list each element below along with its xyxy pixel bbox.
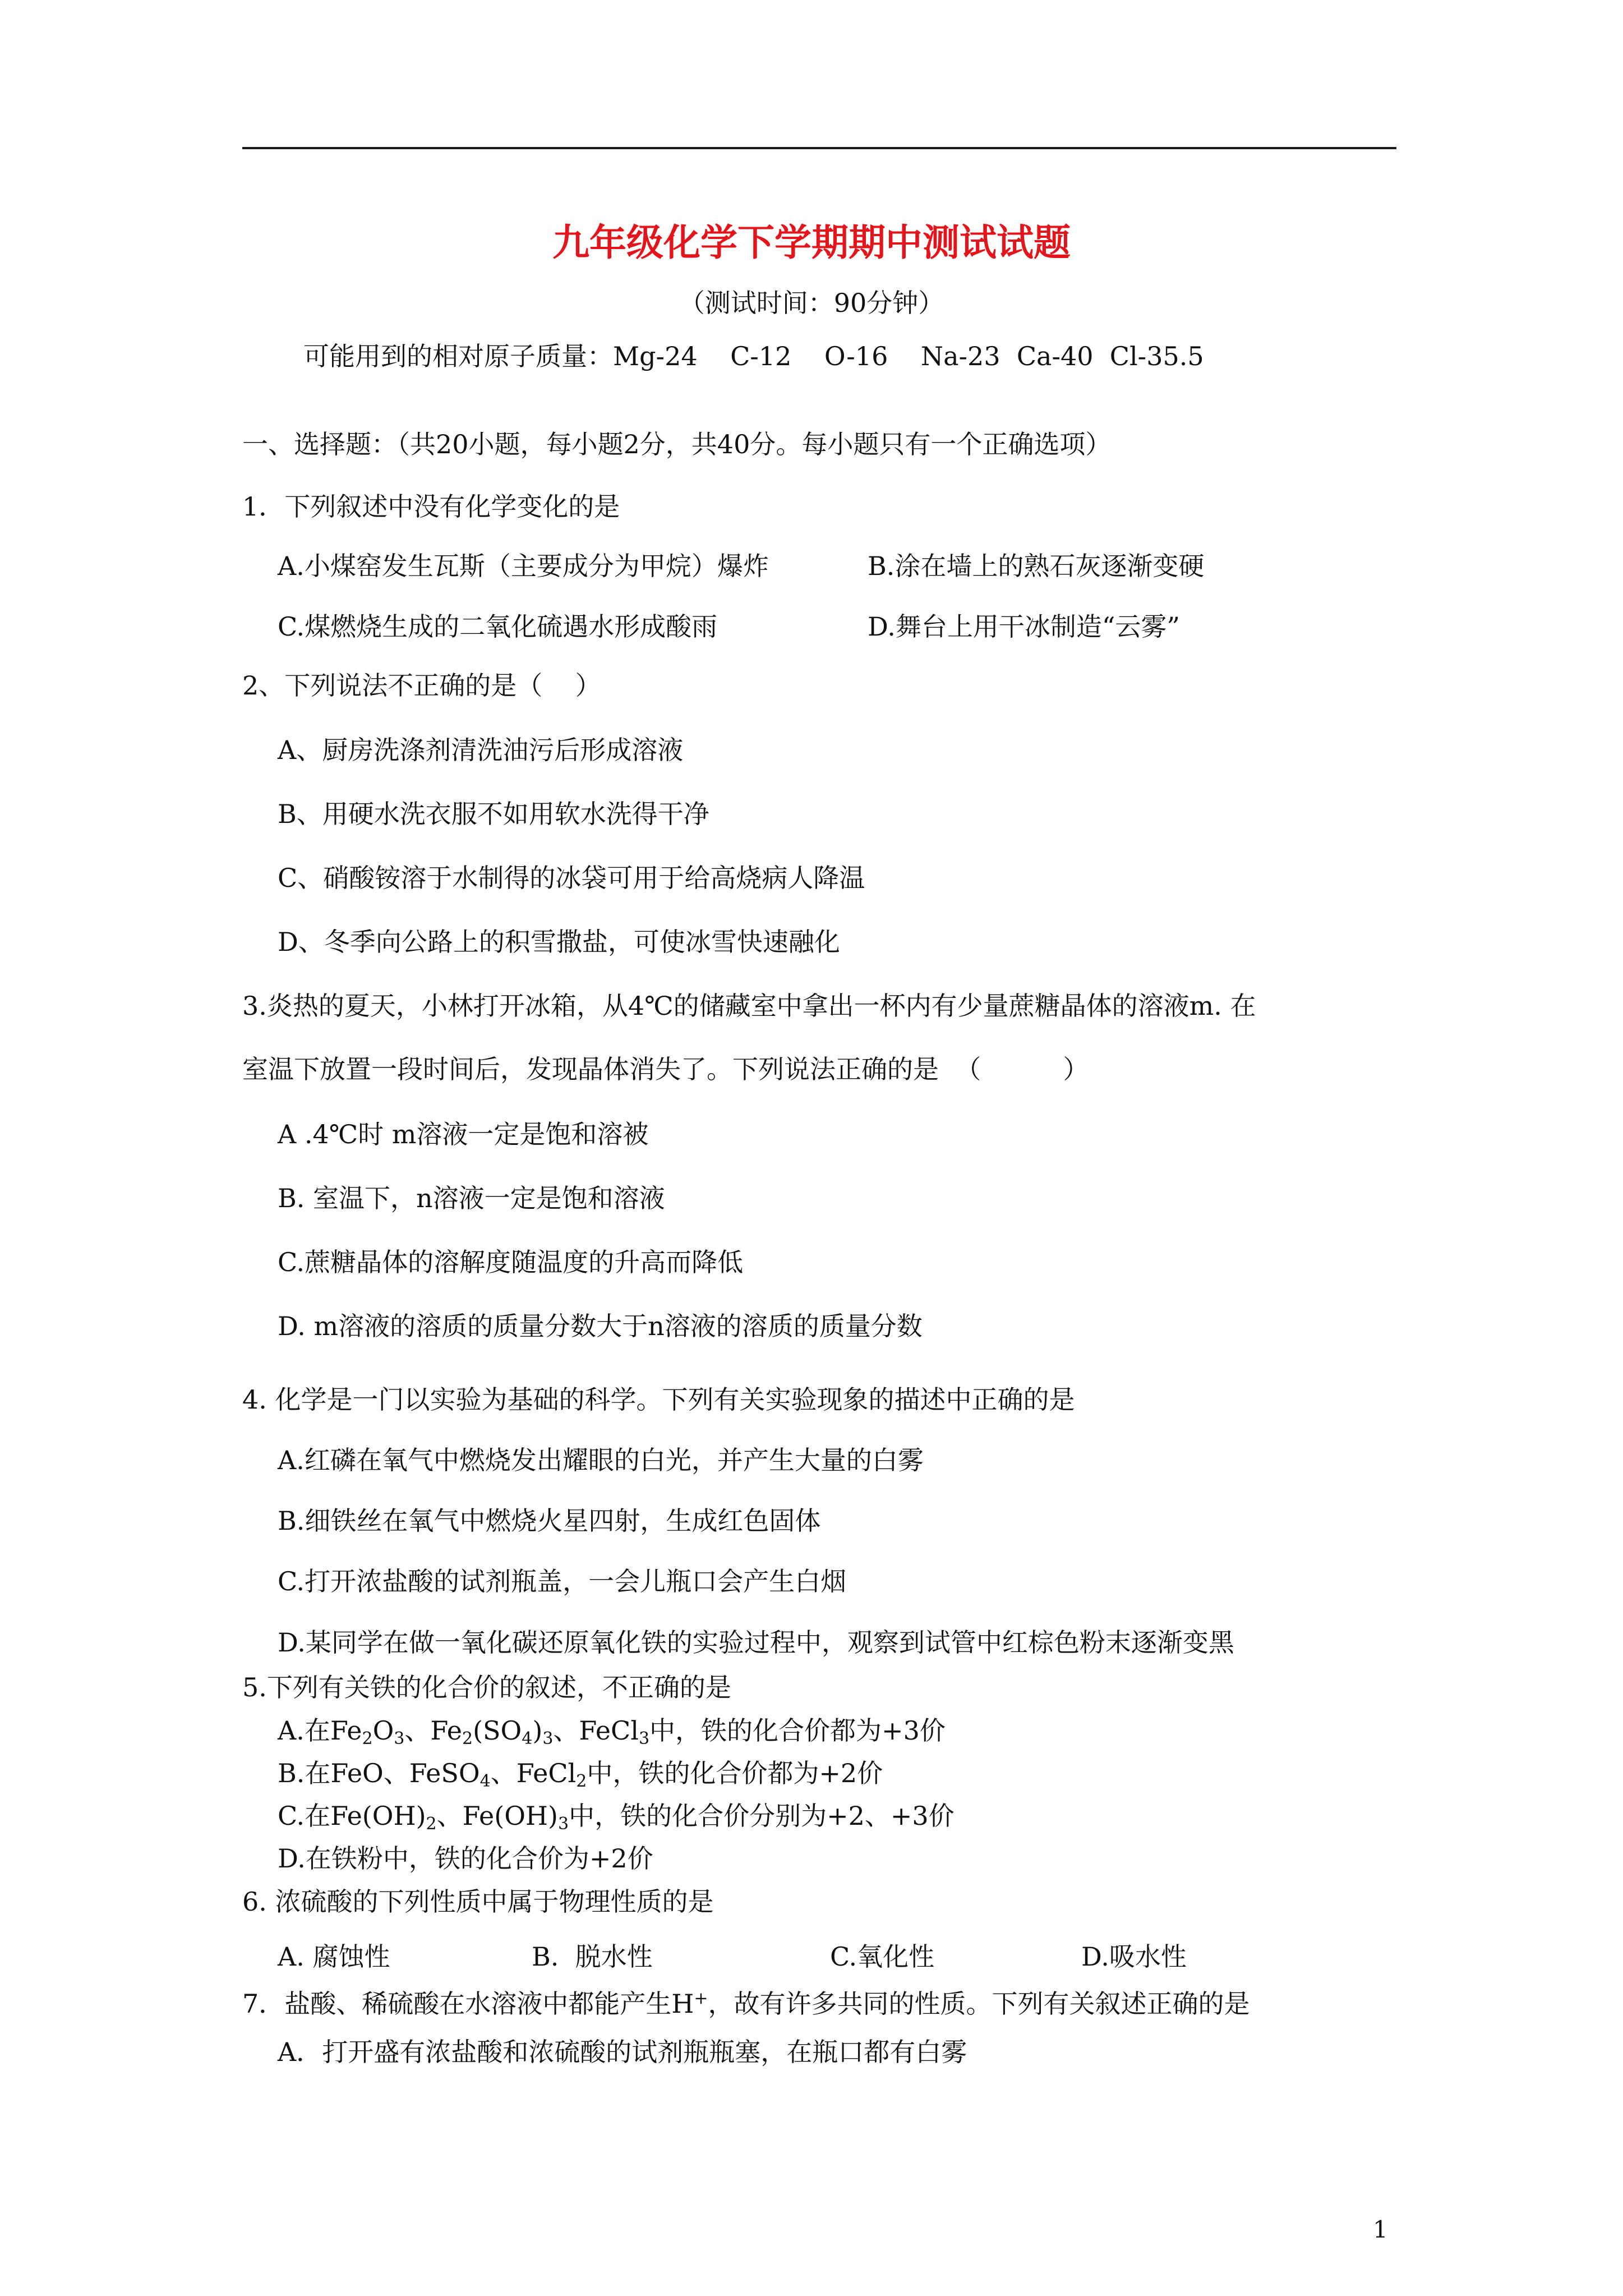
q3-option-c: C.蔗糖晶体的溶解度随温度的升高而降低 xyxy=(278,1247,744,1277)
q4-stem: 4. 化学是一门以实验为基础的科学。下列有关实验现象的描述中正确的是 xyxy=(242,1384,1075,1415)
q1-stem: 1．下列叙述中没有化学变化的是 xyxy=(242,491,620,522)
page-title: 九年级化学下学期期中测试试题 xyxy=(552,220,1071,264)
q5-stem: 5.下列有关铁的化合价的叙述，不正确的是 xyxy=(242,1672,731,1703)
q1-option-c: C.煤燃烧生成的二氧化硫遇水形成酸雨 xyxy=(278,611,718,642)
q3-option-a: A .4℃时 m溶液一定是饱和溶被 xyxy=(278,1119,649,1149)
q6-option-b: B. 脱水性 xyxy=(532,1941,653,1972)
q6-stem: 6. 浓硫酸的下列性质中属于物理性质的是 xyxy=(242,1887,714,1917)
q3-stem-line2: 室温下放置一段时间后，发现晶体消失了。下列说法正确的是 （ ） xyxy=(242,1054,1089,1084)
q4-option-d: D.某同学在做一氧化碳还原氧化铁的实验过程中，观察到试管中红棕色粉末逐渐变黑 xyxy=(278,1627,1234,1658)
q4-option-b: B.细铁丝在氧气中燃烧火星四射，生成红色固体 xyxy=(278,1506,821,1536)
section-heading: 一、选择题：（共20小题，每小题2分，共40分。每小题只有一个正确选项） xyxy=(242,429,1112,459)
q1-option-b: B.涂在墙上的熟石灰逐渐变硬 xyxy=(868,551,1205,581)
q3-option-b: B. 室温下，n溶液一定是饱和溶液 xyxy=(278,1183,665,1213)
q1-option-d: D.舞台上用干冰制造“云雾” xyxy=(868,611,1180,642)
q3-option-d: D. m溶液的溶质的质量分数大于n溶液的溶质的质量分数 xyxy=(278,1311,923,1341)
q2-option-c: C、硝酸铵溶于水制得的冰袋可用于给高烧病人降温 xyxy=(278,863,865,893)
q2-option-a: A、厨房洗涤剂清洗油污后形成溶液 xyxy=(278,735,684,765)
q5-option-c: C.在$Fe(OH)_2$、$Fe(OH)_3$中，铁的化合价分别为+2、+3价 xyxy=(278,1801,955,1834)
q4-option-a: A.红磷在氧气中燃烧发出耀眼的白光，并产生大量的白雾 xyxy=(278,1445,924,1475)
q3-stem-line1: 3.炎热的夏天，小林打开冰箱，从4℃的储藏室中拿出一杯内有少量蔗糖晶体的溶液m. 在 xyxy=(242,991,1256,1021)
q2-option-b: B、用硬水洗衣服不如用软水洗得干净 xyxy=(278,799,709,829)
q1-option-a: A.小煤窑发生瓦斯（主要成分为甲烷）爆炸 xyxy=(278,551,769,581)
q7-stem: 7．盐酸、稀硫酸在水溶液中都能产生H+，故有许多共同的性质。下列有关叙述正确的是 xyxy=(242,1989,1250,2019)
header-rule xyxy=(242,147,1396,149)
q2-stem: 2、下列说法不正确的是（ ） xyxy=(242,670,601,701)
atomic-masses: 可能用到的相对原子质量：Mg-24 C-12 O-16 Na-23 Ca-40 Cl-35.5 xyxy=(303,341,1204,371)
q6-option-a: A. 腐蚀性 xyxy=(278,1941,390,1972)
page-number: 1 xyxy=(1373,2216,1388,2243)
q5-option-d: D.在铁粉中，铁的化合价为+2价 xyxy=(278,1843,653,1874)
q7-option-a: A．打开盛有浓盐酸和浓硫酸的试剂瓶瓶塞，在瓶口都有白雾 xyxy=(278,2037,967,2067)
q4-option-c: C.打开浓盐酸的试剂瓶盖，一会儿瓶口会产生白烟 xyxy=(278,1566,847,1596)
q6-option-d: D.吸水性 xyxy=(1081,1941,1187,1972)
q6-option-c: C.氧化性 xyxy=(830,1941,935,1972)
q5-option-b: B.在FeO、FeSO$_4$、FeCl$_2$中，铁的化合价都为+2价 xyxy=(278,1758,883,1791)
q5-option-a: A.在$Fe_2O_3$、$Fe_2(SO_4)_3$、FeCl$_3$中，铁的化合价都为+3价 xyxy=(278,1715,946,1749)
q2-option-d: D、冬季向公路上的积雪撒盐，可使冰雪快速融化 xyxy=(278,927,840,957)
time-note: （测试时间：90分钟） xyxy=(679,288,944,318)
